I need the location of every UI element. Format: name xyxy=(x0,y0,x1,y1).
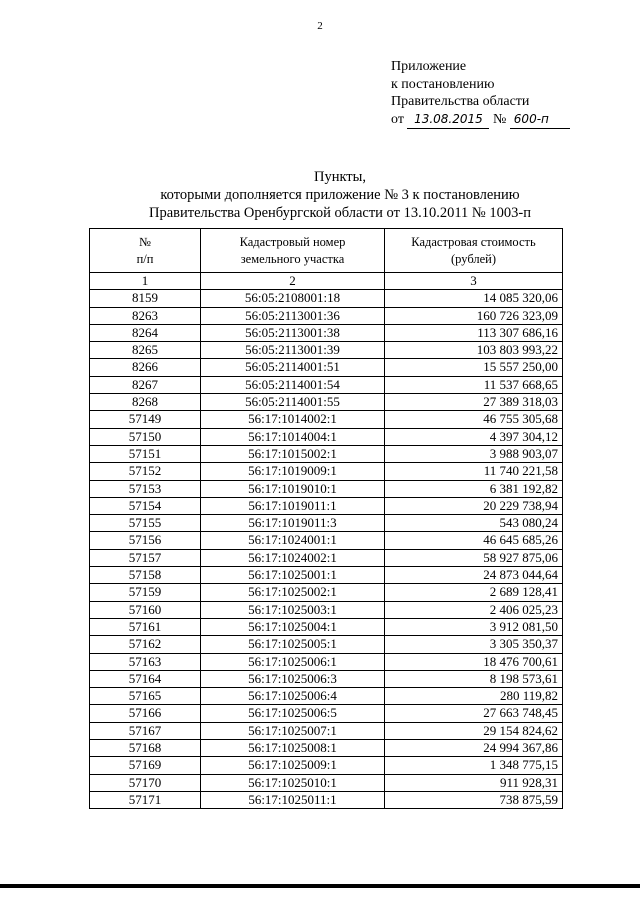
cadastral-value: 103 803 993,22 xyxy=(385,342,563,359)
cadastral-value: 1 348 775,15 xyxy=(385,757,563,774)
cadastral-number: 56:17:1014002:1 xyxy=(201,411,385,428)
table-row xyxy=(90,670,563,687)
cadastral-number: 56:17:1025009:1 xyxy=(201,757,385,774)
cadastral-value: 29 154 824,62 xyxy=(385,722,563,739)
table-row xyxy=(90,307,563,324)
table-row xyxy=(90,774,563,791)
cadastral-value: 15 557 250,00 xyxy=(385,359,563,376)
cadastral-value: 46 755 305,68 xyxy=(385,411,563,428)
table-row xyxy=(90,428,563,445)
row-number: 57161 xyxy=(90,618,201,635)
appendix-line-2: к постановлению xyxy=(391,76,495,92)
handwritten-date: 13.08.2015 xyxy=(407,111,489,130)
table-row xyxy=(90,359,563,376)
header-text: Кадастровая стоимость xyxy=(411,234,536,249)
table-row xyxy=(90,653,563,670)
cadastral-number: 56:17:1019010:1 xyxy=(201,480,385,497)
cadastral-number: 56:17:1025010:1 xyxy=(201,774,385,791)
column-number-1: 1 xyxy=(90,273,201,290)
header-number xyxy=(90,229,201,273)
table-row xyxy=(90,757,563,774)
number-label: № xyxy=(492,111,507,127)
row-number: 57170 xyxy=(90,774,201,791)
row-number: 57168 xyxy=(90,740,201,757)
row-number: 57165 xyxy=(90,688,201,705)
cadastral-number: 56:05:2114001:54 xyxy=(201,376,385,393)
cadastral-value: 3 305 350,37 xyxy=(385,636,563,653)
row-number: 57166 xyxy=(90,705,201,722)
table-row xyxy=(90,740,563,757)
title-line-1: Пункты, xyxy=(313,169,367,185)
cadastral-value: 14 085 320,06 xyxy=(385,290,563,307)
cadastral-number: 56:05:2114001:51 xyxy=(201,359,385,376)
cadastral-value: 24 873 044,64 xyxy=(385,567,563,584)
table-row xyxy=(90,532,563,549)
cadastral-value: 20 229 738,94 xyxy=(385,497,563,514)
cadastral-value: 11 740 221,58 xyxy=(385,463,563,480)
cadastral-value: 113 307 686,16 xyxy=(385,324,563,341)
table-row xyxy=(90,290,563,307)
table-row xyxy=(90,722,563,739)
table-row xyxy=(90,705,563,722)
row-number: 8159 xyxy=(90,290,201,307)
cadastral-value: 58 927 875,06 xyxy=(385,549,563,566)
header-cadastral-number xyxy=(201,229,385,273)
cadastral-number: 56:17:1025006:5 xyxy=(201,705,385,722)
cadastral-number: 56:17:1025008:1 xyxy=(201,740,385,757)
cadastral-value: 27 663 748,45 xyxy=(385,705,563,722)
cadastral-number: 56:05:2113001:36 xyxy=(201,307,385,324)
cadastral-number: 56:17:1019011:3 xyxy=(201,515,385,532)
row-number: 57156 xyxy=(90,532,201,549)
row-number: 57154 xyxy=(90,497,201,514)
row-number: 8266 xyxy=(90,359,201,376)
header-text: (рублей) xyxy=(450,251,497,266)
row-number: 8264 xyxy=(90,324,201,341)
table-row xyxy=(90,324,563,341)
cadastral-value: 24 994 367,86 xyxy=(385,740,563,757)
column-number-3: 3 xyxy=(385,273,563,290)
table-row xyxy=(90,688,563,705)
appendix-block xyxy=(391,58,570,129)
row-number: 57150 xyxy=(90,428,201,445)
footer-rule xyxy=(0,884,640,888)
cadastral-number: 56:17:1019009:1 xyxy=(201,463,385,480)
cadastral-value: 160 726 323,09 xyxy=(385,307,563,324)
table-row xyxy=(90,497,563,514)
cadastral-number: 56:17:1015002:1 xyxy=(201,445,385,462)
cadastral-table xyxy=(89,228,563,809)
cadastral-value: 27 389 318,03 xyxy=(385,394,563,411)
cadastral-value: 11 537 668,65 xyxy=(385,376,563,393)
row-number: 57155 xyxy=(90,515,201,532)
cadastral-value: 911 928,31 xyxy=(385,774,563,791)
cadastral-number: 56:05:2113001:39 xyxy=(201,342,385,359)
row-number: 57164 xyxy=(90,670,201,687)
table-row xyxy=(90,411,563,428)
row-number: 57171 xyxy=(90,791,201,808)
header-text: Кадастровый номер xyxy=(239,234,346,249)
handwritten-number: 600-п xyxy=(510,111,570,130)
cadastral-value: 8 198 573,61 xyxy=(385,670,563,687)
cadastral-number: 56:17:1025003:1 xyxy=(201,601,385,618)
cadastral-value: 6 381 192,82 xyxy=(385,480,563,497)
cadastral-number: 56:17:1025006:4 xyxy=(201,688,385,705)
table-body xyxy=(90,273,563,809)
cadastral-number: 56:17:1025001:1 xyxy=(201,567,385,584)
cadastral-value: 4 397 304,12 xyxy=(385,428,563,445)
table-row xyxy=(90,342,563,359)
cadastral-number: 56:17:1025007:1 xyxy=(201,722,385,739)
row-number: 57159 xyxy=(90,584,201,601)
appendix-line-1: Приложение xyxy=(391,59,467,74)
appendix-line-4 xyxy=(391,111,570,130)
column-number-2: 2 xyxy=(201,273,385,290)
table-header-row xyxy=(90,229,563,273)
row-number: 57157 xyxy=(90,549,201,566)
cadastral-value: 2 406 025,23 xyxy=(385,601,563,618)
header-text: п/п xyxy=(136,251,154,266)
appendix-line-3: Правительства области xyxy=(391,94,530,109)
table-row xyxy=(90,480,563,497)
header-text: № xyxy=(139,234,151,249)
cadastral-number: 56:17:1014004:1 xyxy=(201,428,385,445)
cadastral-number: 56:17:1025005:1 xyxy=(201,636,385,653)
row-number: 8267 xyxy=(90,376,201,393)
row-number: 57153 xyxy=(90,480,201,497)
table-row xyxy=(90,445,563,462)
cadastral-number: 56:17:1025006:3 xyxy=(201,670,385,687)
cadastral-number: 56:17:1024001:1 xyxy=(201,532,385,549)
row-number: 57160 xyxy=(90,601,201,618)
column-number-row xyxy=(90,273,563,290)
row-number: 8265 xyxy=(90,342,201,359)
row-number: 57169 xyxy=(90,757,201,774)
cadastral-number: 56:17:1025006:1 xyxy=(201,653,385,670)
cadastral-value: 46 645 685,26 xyxy=(385,532,563,549)
cadastral-value: 18 476 700,61 xyxy=(385,653,563,670)
table-row xyxy=(90,549,563,566)
row-number: 57158 xyxy=(90,567,201,584)
cadastral-number: 56:17:1025004:1 xyxy=(201,618,385,635)
row-number: 57152 xyxy=(90,463,201,480)
cadastral-value: 280 119,82 xyxy=(385,688,563,705)
table-row xyxy=(90,376,563,393)
table-row xyxy=(90,791,563,808)
cadastral-value: 543 080,24 xyxy=(385,515,563,532)
title-line-3: Правительства Оренбургской области от 13.10.2011 № 1003-п xyxy=(149,205,531,221)
cadastral-value: 3 988 903,07 xyxy=(385,445,563,462)
table-row xyxy=(90,636,563,653)
table-row xyxy=(90,618,563,635)
row-number: 57162 xyxy=(90,636,201,653)
document-title xyxy=(90,168,590,222)
title-line-2: которыми дополняется приложение № 3 к постановлению xyxy=(160,187,520,203)
cadastral-number: 56:17:1019011:1 xyxy=(201,497,385,514)
row-number: 57151 xyxy=(90,445,201,462)
cadastral-number: 56:05:2113001:38 xyxy=(201,324,385,341)
table-row xyxy=(90,567,563,584)
cadastral-number: 56:05:2114001:55 xyxy=(201,394,385,411)
cadastral-value: 738 875,59 xyxy=(385,791,563,808)
cadastral-value: 3 912 081,50 xyxy=(385,618,563,635)
cadastral-number: 56:17:1025011:1 xyxy=(201,791,385,808)
header-text: земельного участка xyxy=(240,251,345,266)
table-row xyxy=(90,601,563,618)
cadastral-number: 56:17:1025002:1 xyxy=(201,584,385,601)
row-number: 8268 xyxy=(90,394,201,411)
row-number: 57149 xyxy=(90,411,201,428)
table-row xyxy=(90,394,563,411)
table-row xyxy=(90,515,563,532)
table-row xyxy=(90,584,563,601)
row-number: 8263 xyxy=(90,307,201,324)
cadastral-number: 56:17:1024002:1 xyxy=(201,549,385,566)
header-cadastral-value xyxy=(385,229,563,273)
table-row xyxy=(90,463,563,480)
cadastral-number: 56:05:2108001:18 xyxy=(201,290,385,307)
row-number: 57163 xyxy=(90,653,201,670)
cadastral-value: 2 689 128,41 xyxy=(385,584,563,601)
from-label: от xyxy=(391,111,404,127)
page-number: 2 xyxy=(317,20,323,32)
row-number: 57167 xyxy=(90,722,201,739)
